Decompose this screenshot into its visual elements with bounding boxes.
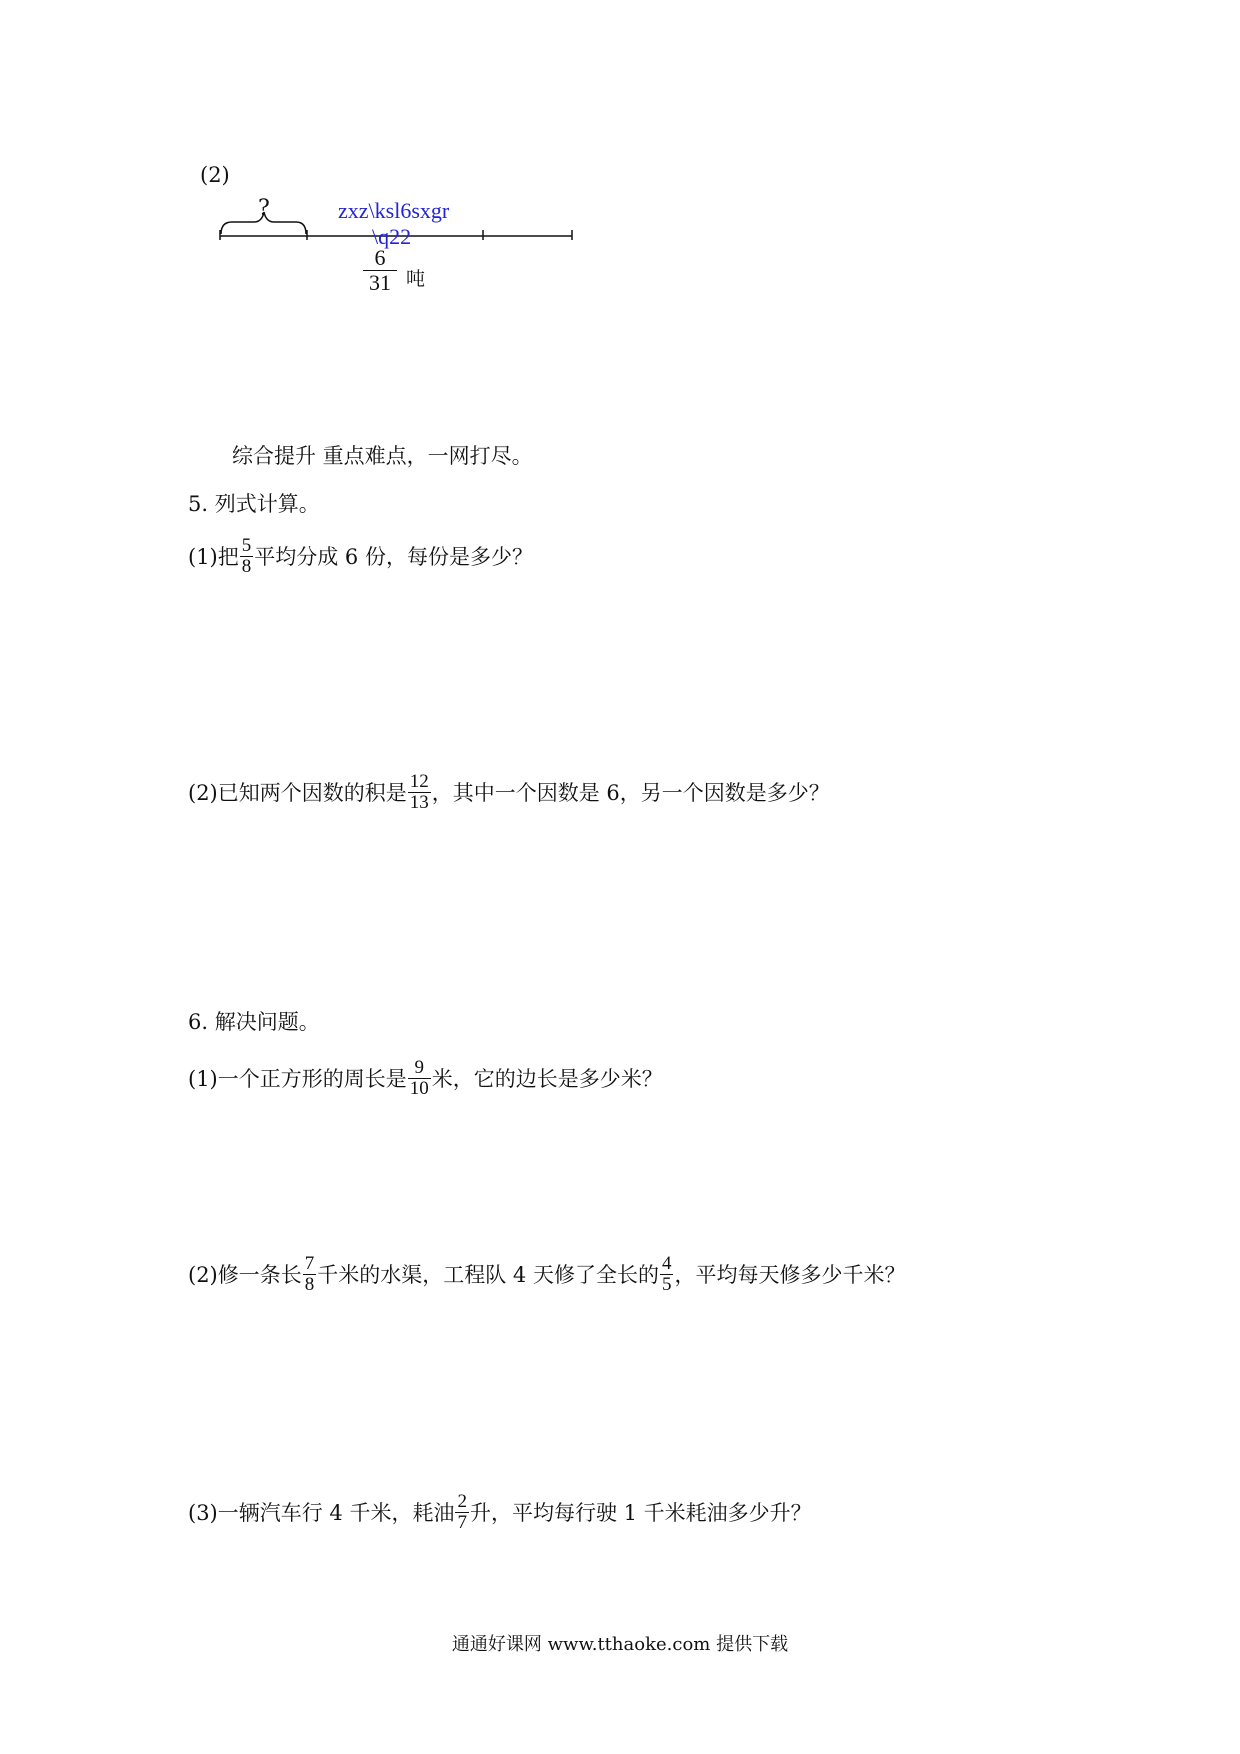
q6-part2-fraction1 bbox=[303, 1254, 317, 1295]
numerator: 9 bbox=[414, 1057, 424, 1078]
question-mark: ? bbox=[258, 196, 270, 221]
diagram-fraction bbox=[363, 246, 397, 295]
section-heading: 综合提升 重点难点，一网打尽。 bbox=[232, 444, 533, 468]
denominator: 10 bbox=[409, 1078, 429, 1099]
q6-part1-suffix: 米，它的边长是多少米？ bbox=[431, 1066, 663, 1091]
q5-part2-prefix: (2)已知两个因数的积是 bbox=[188, 780, 407, 805]
diagram-label: (2) bbox=[200, 163, 230, 187]
q5-part2-suffix: ，其中一个因数是 6，另一个因数是多少？ bbox=[431, 780, 830, 805]
q5-part2 bbox=[188, 772, 830, 813]
fraction-denominator: 31 bbox=[363, 270, 397, 295]
denominator: 13 bbox=[409, 792, 429, 813]
q5-part1 bbox=[188, 536, 533, 577]
q5-title: 5. 列式计算。 bbox=[188, 492, 320, 516]
q5-part1-prefix: (1)把 bbox=[188, 544, 239, 569]
q6-part2-suffix: ，平均每天修多少千米？ bbox=[674, 1262, 906, 1287]
q5-part1-fraction bbox=[240, 536, 254, 577]
q6-part3-fraction bbox=[455, 1492, 469, 1533]
q6-part1-prefix: (1)一个正方形的周长是 bbox=[188, 1066, 407, 1091]
q6-part3-prefix: (3)一辆汽车行 4 千米，耗油 bbox=[188, 1500, 455, 1525]
page-footer: 通通好课网 www.tthaoke.com 提供下载 bbox=[451, 1634, 789, 1655]
fraction-numerator: 6 bbox=[374, 245, 386, 270]
q6-part3-suffix: 升，平均每行驶 1 千米耗油多少升？ bbox=[469, 1500, 812, 1525]
q6-part2-fraction2 bbox=[660, 1254, 674, 1295]
denominator: 8 bbox=[304, 1274, 315, 1295]
q6-part2-middle: 千米的水渠，工程队 4 天修了全长的 bbox=[317, 1262, 659, 1287]
q5-part2-fraction bbox=[408, 772, 431, 813]
q5-part1-suffix: 平均分成 6 份，每份是多少？ bbox=[254, 544, 533, 569]
numerator: 5 bbox=[241, 535, 252, 556]
watermark-line2: \q22 bbox=[372, 224, 412, 249]
q6-part3 bbox=[188, 1492, 812, 1533]
denominator: 7 bbox=[457, 1512, 467, 1533]
q6-title: 6. 解决问题。 bbox=[188, 1010, 320, 1034]
q6-part1 bbox=[188, 1058, 663, 1099]
q6-part2-prefix: (2)修一条长 bbox=[188, 1262, 302, 1287]
diagram-unit: 吨 bbox=[406, 268, 426, 290]
denominator: 8 bbox=[241, 556, 252, 577]
q6-part2 bbox=[188, 1254, 905, 1295]
numerator: 12 bbox=[409, 771, 429, 792]
denominator: 5 bbox=[661, 1274, 672, 1295]
numerator: 4 bbox=[661, 1253, 672, 1274]
numerator: 2 bbox=[457, 1491, 467, 1512]
q6-part1-fraction bbox=[408, 1058, 431, 1099]
watermark-line1: zxz\ksl6sxgr bbox=[338, 198, 450, 223]
numerator: 7 bbox=[304, 1253, 315, 1274]
